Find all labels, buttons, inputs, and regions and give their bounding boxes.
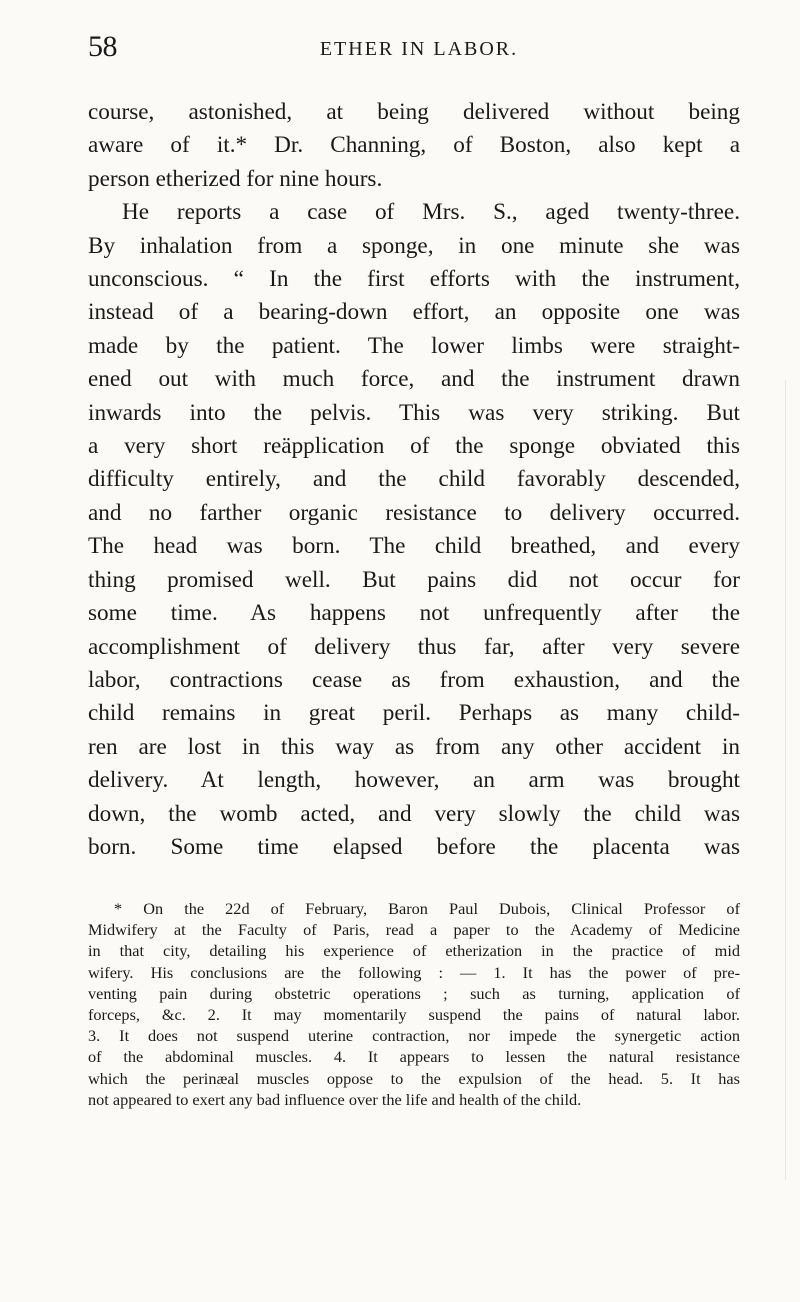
body-text: [88, 96, 740, 864]
footnote-line: in that city, detailing his experience of etherization in the practice of mid: [88, 941, 740, 961]
text-line: some time. As happens not unfrequently after the: [88, 600, 740, 627]
footnote-line: * On the 22d of February, Baron Paul Dubois, Clinical Professor of: [114, 899, 740, 918]
text-line: ened out with much force, and the instrument drawn: [88, 366, 740, 393]
text-line: aware of it.* Dr. Channing, of Boston, also kept a: [88, 132, 740, 159]
footnote: [88, 898, 740, 1110]
text-line: child remains in great peril. Perhaps as many child-: [88, 700, 740, 727]
text-line: born. Some time elapsed before the placenta was: [88, 833, 740, 860]
footnote-line: which the perinæal muscles oppose to the expulsion of the head. 5. It has: [88, 1068, 740, 1088]
text-line: course, astonished, at being delivered without being: [88, 99, 740, 125]
footnote-line: venting pain during obstetric operations ; such as turning, application of: [88, 983, 740, 1003]
text-line: ren are lost in this way as from any other accident in: [88, 733, 740, 760]
footnote-line: Midwifery at the Faculty of Paris, read a paper to the Academy of Medicine: [88, 920, 740, 940]
page-number: 58: [88, 30, 117, 63]
page-header: [88, 30, 728, 64]
text-line: instead of a bearing-down effort, an opposite one was: [88, 299, 740, 326]
text-line: inwards into the pelvis. This was very striking. But: [88, 399, 740, 426]
text-line: made by the patient. The lower limbs were straight-: [88, 332, 740, 359]
footnote-line: wifery. His conclusions are the following : — 1. It has the power of pre-: [88, 962, 740, 982]
text-line: delivery. At length, however, an arm was brought: [88, 767, 740, 794]
text-line: difficulty entirely, and the child favorably descended,: [88, 466, 740, 493]
text-line: The head was born. The child breathed, and every: [88, 533, 740, 560]
text-line: accomplishment of delivery thus far, after very severe: [88, 633, 740, 660]
text-line: and no farther organic resistance to delivery occurred.: [88, 499, 740, 526]
running-title: ETHER IN LABOR.: [319, 38, 519, 60]
text-line: labor, contractions cease as from exhaustion, and the: [88, 666, 740, 693]
footnote-line: not appeared to exert any bad influence over the life and health of the child.: [88, 1089, 582, 1109]
text-line: By inhalation from a sponge, in one minute she was: [88, 232, 740, 259]
text-line: down, the womb acted, and very slowly the child was: [88, 800, 740, 827]
text-line: unconscious. “ In the first efforts with the instrument,: [88, 266, 740, 293]
text-line: He reports a case of Mrs. S., aged twenty-three.: [122, 199, 740, 226]
text-line: a very short reäpplication of the sponge obviated this: [88, 433, 740, 460]
text-line: person etherized for nine hours.: [88, 165, 383, 192]
footnote-line: forceps, &c. 2. It may momentarily suspend the pains of natural labor.: [88, 1005, 740, 1025]
footnote-line: of the abdominal muscles. 4. It appears to lessen the natural resistance: [88, 1047, 740, 1067]
page-edge-shadow: [785, 380, 800, 1180]
footnote-line: 3. It does not suspend uterine contraction, nor impede the synergetic action: [88, 1026, 740, 1046]
text-line: thing promised well. But pains did not occur for: [88, 566, 740, 593]
